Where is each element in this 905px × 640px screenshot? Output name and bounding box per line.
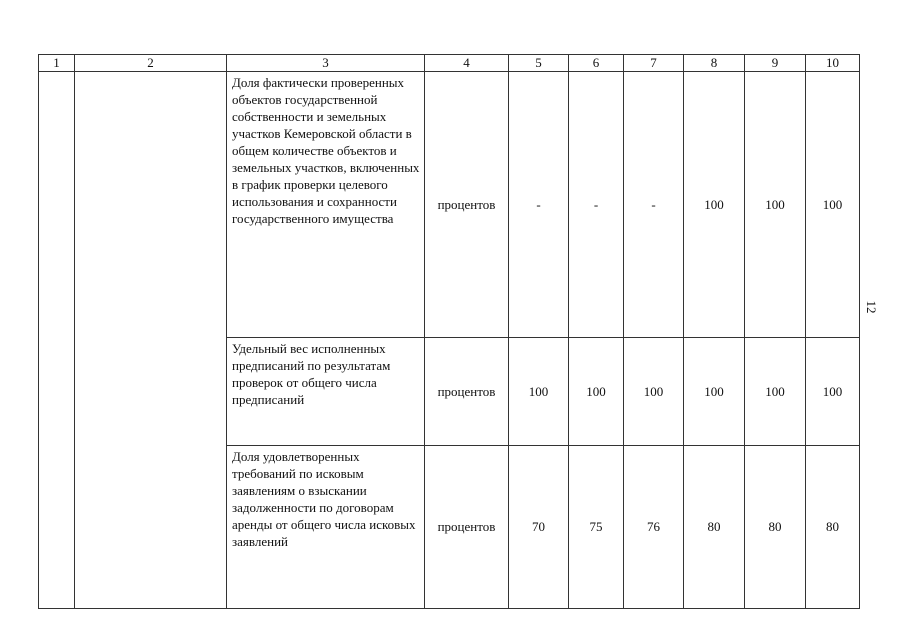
value-cell: 100 bbox=[684, 338, 745, 446]
value-cell: 80 bbox=[745, 446, 806, 609]
value-cell: 75 bbox=[569, 446, 624, 609]
unit-cell: процентов bbox=[425, 338, 509, 446]
value-cell: 80 bbox=[806, 446, 860, 609]
value-cell: 100 bbox=[745, 72, 806, 338]
column-number-cell: 2 bbox=[75, 55, 227, 72]
value-cell: 100 bbox=[509, 338, 569, 446]
value-cell: - bbox=[509, 72, 569, 338]
value-cell: - bbox=[569, 72, 624, 338]
value-cell: 100 bbox=[569, 338, 624, 446]
column-number-cell: 5 bbox=[509, 55, 569, 72]
column-number-cell: 8 bbox=[684, 55, 745, 72]
unit-cell: процентов bbox=[425, 446, 509, 609]
value-cell: 100 bbox=[745, 338, 806, 446]
column-number-cell: 10 bbox=[806, 55, 860, 72]
column-number-cell: 7 bbox=[624, 55, 684, 72]
column-number-cell: 3 bbox=[227, 55, 425, 72]
value-cell: 80 bbox=[684, 446, 745, 609]
number-cell-empty bbox=[39, 72, 75, 609]
column-number-cell: 4 bbox=[425, 55, 509, 72]
program-name-cell-empty bbox=[75, 72, 227, 609]
indicator-name-cell: Доля фактически проверенных объектов государственной собственности и земельных участков Кемеровской области в общем количестве объектов и земельных участков, включенных в график проверки целевого использования и сохранности государственного имущества bbox=[227, 72, 425, 338]
value-cell: 100 bbox=[624, 338, 684, 446]
value-cell: 76 bbox=[624, 446, 684, 609]
column-number-cell: 6 bbox=[569, 55, 624, 72]
table-row bbox=[39, 72, 860, 338]
value-cell: - bbox=[624, 72, 684, 338]
value-cell: 100 bbox=[806, 72, 860, 338]
value-cell: 100 bbox=[684, 72, 745, 338]
value-cell: 70 bbox=[509, 446, 569, 609]
column-number-cell: 9 bbox=[745, 55, 806, 72]
column-number-cell: 1 bbox=[39, 55, 75, 72]
column-number-row bbox=[39, 55, 860, 72]
page-number: 12 bbox=[864, 300, 879, 314]
indicators-table bbox=[38, 54, 860, 609]
unit-cell: процентов bbox=[425, 72, 509, 338]
indicator-name-cell: Доля удовлетворенных требований по исковым заявлениям о взыскании задолженности по договорам аренды от общего числа исковых заявлений bbox=[227, 446, 425, 609]
indicator-name-cell: Удельный вес исполненных предписаний по результатам проверок от общего числа предписаний bbox=[227, 338, 425, 446]
value-cell: 100 bbox=[806, 338, 860, 446]
